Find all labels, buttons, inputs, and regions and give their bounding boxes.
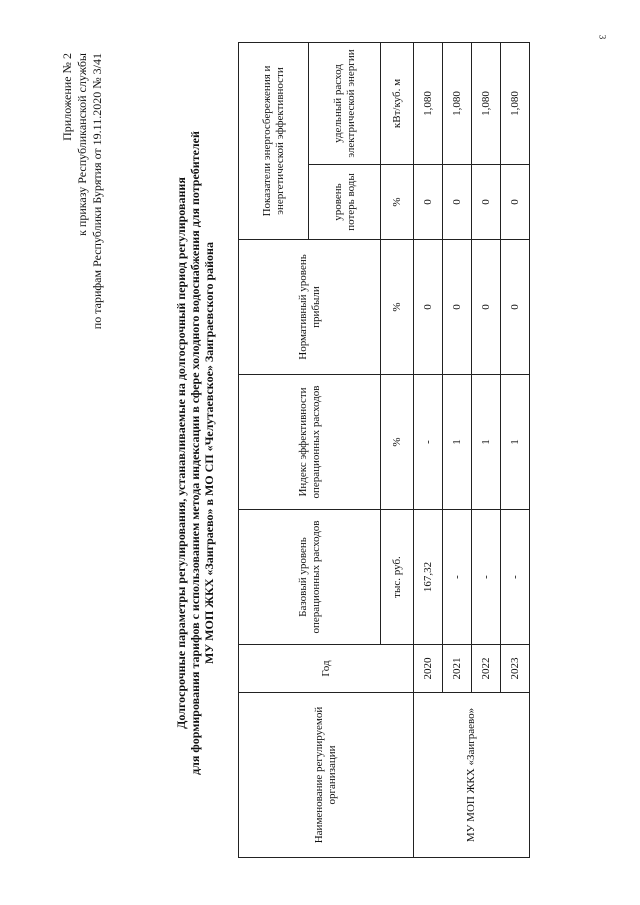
unit-efficiency-index: % xyxy=(381,374,414,509)
unit-electricity: кВт/куб. м xyxy=(381,42,414,164)
cell-water-loss: 0 xyxy=(472,164,501,239)
cell-year: 2020 xyxy=(414,644,443,692)
page-number: 3 xyxy=(597,34,608,40)
cell-water-loss: 0 xyxy=(414,164,443,239)
cell-efficiency-index: - xyxy=(414,374,443,509)
cell-base-cost: - xyxy=(443,509,472,644)
title-line-3: МУ МОП ЖКХ «Заиграево» в МО СП «Челутаевское» Заиграевского района xyxy=(202,241,216,664)
cell-profit: 0 xyxy=(472,239,501,374)
header-energy-group: Показатели энергосбережения и энергетической эффективности xyxy=(239,42,309,239)
rotated-document xyxy=(60,33,580,873)
cell-profit: 0 xyxy=(414,239,443,374)
cell-year: 2023 xyxy=(501,644,530,692)
unit-profit: % xyxy=(381,239,414,374)
title-line-1: Долгосрочные параметры регулирования, устанавливаемые на долгосрочный период регулирования xyxy=(174,176,188,729)
cell-water-loss: 0 xyxy=(501,164,530,239)
cell-year: 2021 xyxy=(443,644,472,692)
cell-base-cost: - xyxy=(501,509,530,644)
cell-profit: 0 xyxy=(501,239,530,374)
header-base-cost: Базовый уровень операционных расходов xyxy=(239,509,381,644)
header-year: Год xyxy=(239,644,414,692)
cell-electricity: 1,080 xyxy=(443,42,472,164)
header-org: Наименование регулируемой организации xyxy=(239,692,414,857)
cell-efficiency-index: 1 xyxy=(472,374,501,509)
cell-year: 2022 xyxy=(472,644,501,692)
header-electricity: удельный расход электрической энергии xyxy=(309,42,381,164)
document-title xyxy=(174,33,216,873)
unit-water-loss: % xyxy=(381,164,414,239)
organization-name: МУ МОП ЖКХ «Заиграево» xyxy=(414,692,530,857)
annex-line-2: к приказу Республиканской службы xyxy=(75,52,89,236)
cell-electricity: 1,080 xyxy=(501,42,530,164)
cell-profit: 0 xyxy=(443,239,472,374)
parameters-table xyxy=(238,41,530,857)
table-row xyxy=(414,42,443,857)
cell-base-cost: - xyxy=(472,509,501,644)
annex-line-3: по тарифам Республики Бурятия от 19.11.2020 № 3/41 xyxy=(90,52,104,329)
cell-water-loss: 0 xyxy=(443,164,472,239)
annex-line-1: Приложение № 2 xyxy=(60,52,74,141)
unit-base-cost: тыс. руб. xyxy=(381,509,414,644)
header-profit: Нормативный уровень прибыли xyxy=(239,239,381,374)
cell-electricity: 1,080 xyxy=(414,42,443,164)
annex-header xyxy=(60,53,105,329)
cell-efficiency-index: 1 xyxy=(501,374,530,509)
cell-electricity: 1,080 xyxy=(472,42,501,164)
cell-efficiency-index: 1 xyxy=(443,374,472,509)
header-efficiency-index: Индекс эффективности операционных расходов xyxy=(239,374,381,509)
header-water-loss: уровень потерь воды xyxy=(309,164,381,239)
table-header-row xyxy=(239,42,309,857)
title-line-2: для формирования тарифов с использованием метода индексации в сфере холодного водоснабжения для потребителей xyxy=(188,130,202,775)
cell-base-cost: 167,32 xyxy=(414,509,443,644)
